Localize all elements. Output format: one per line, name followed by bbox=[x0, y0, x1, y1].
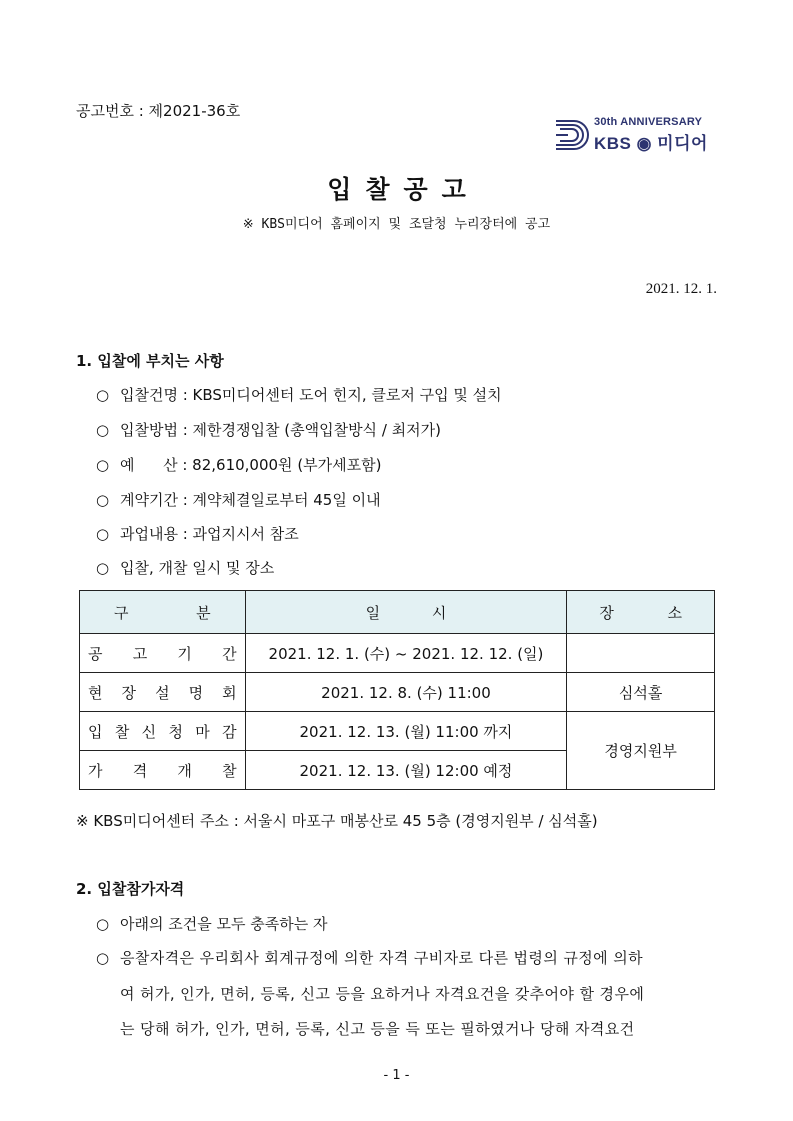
item-text: 응찰자격은 우리회사 회계규정에 의한 자격 구비자로 다른 법령의 규정에 의하 bbox=[120, 949, 643, 967]
cell-category bbox=[80, 751, 246, 790]
address-note: ※ KBS미디어센터 주소 : 서울시 마포구 매봉산로 45 5층 (경영지원부 / 심석홀) bbox=[76, 812, 598, 830]
logo-anniversary-text: 30th ANNIVERSARY bbox=[594, 116, 703, 128]
header-place bbox=[567, 591, 715, 634]
list-item bbox=[96, 454, 381, 475]
bullet-icon: ○ bbox=[96, 491, 110, 509]
item-text: 입찰방법 : 제한경쟁입찰 (총액입찰방식 / 최저가) bbox=[120, 421, 441, 439]
cell-place bbox=[567, 634, 715, 673]
cell-place: 심석홀 bbox=[567, 673, 715, 712]
page-number: - 1 - bbox=[383, 1068, 410, 1083]
item-text: 입찰건명 : KBS미디어센터 도어 힌지, 클로저 구입 및 설치 bbox=[120, 386, 502, 404]
bullet-icon: ○ bbox=[96, 386, 110, 404]
item-text: 입찰, 개찰 일시 및 장소 bbox=[120, 559, 275, 577]
paragraph-line: 는 당해 허가, 인가, 면허, 등록, 신고 등을 득 또는 필하였거나 당해 자격요건 bbox=[120, 1020, 635, 1038]
list-item bbox=[96, 419, 441, 440]
item-text: 아래의 조건을 모두 충족하는 자 bbox=[120, 915, 328, 933]
paragraph-line: 여 허가, 인가, 면허, 등록, 신고 등을 요하거나 자격요건을 갖추어야 할 경우에 bbox=[120, 985, 645, 1003]
cell-text: 입 찰 신 청 마 감 bbox=[88, 722, 237, 741]
bullet-icon: ○ bbox=[96, 559, 110, 577]
schedule-table bbox=[79, 590, 715, 790]
page-title: 입찰공고 bbox=[327, 175, 480, 204]
item-text: 예 산 : 82,610,000원 (부가세포함) bbox=[120, 456, 382, 474]
notice-date: 2021. 12. 1. bbox=[645, 281, 717, 297]
page-subtitle: ※ KBS미디어 홈페이지 및 조달청 누리장터에 공고 bbox=[242, 217, 551, 232]
30-anniversary-emblem-icon bbox=[554, 117, 592, 153]
cell-datetime: 2021. 12. 13. (월) 11:00 까지 bbox=[245, 712, 567, 751]
cell-text: 가 격 개 찰 bbox=[88, 761, 237, 780]
bullet-icon: ○ bbox=[96, 949, 110, 967]
list-item bbox=[96, 523, 299, 544]
notice-number: 공고번호 : 제2021-36호 bbox=[76, 102, 241, 120]
table-header-row bbox=[80, 591, 715, 634]
cell-datetime: 2021. 12. 1. (수) ~ 2021. 12. 12. (일) bbox=[245, 634, 567, 673]
list-item bbox=[96, 947, 643, 968]
header-category bbox=[80, 591, 246, 634]
header-datetime bbox=[245, 591, 567, 634]
list-item bbox=[96, 913, 327, 934]
list-item bbox=[96, 557, 274, 578]
kbs-media-logo bbox=[554, 113, 719, 155]
bullet-icon: ○ bbox=[96, 456, 110, 474]
table-row bbox=[80, 673, 715, 712]
cell-place: 경영지원부 bbox=[567, 712, 715, 790]
cell-text: 공 고 기 간 bbox=[88, 644, 237, 663]
cell-category bbox=[80, 712, 246, 751]
cell-text: 현 장 설 명 회 bbox=[88, 683, 237, 702]
list-item bbox=[96, 489, 381, 510]
header-text: 일 시 bbox=[365, 603, 447, 622]
logo-brand-text: KBS ◉ 미디어 bbox=[594, 134, 708, 153]
table-row bbox=[80, 634, 715, 673]
section-2-heading: 2. 입찰참가자격 bbox=[76, 880, 185, 898]
header-text: 구 분 bbox=[114, 603, 211, 622]
cell-datetime: 2021. 12. 8. (수) 11:00 bbox=[245, 673, 567, 712]
header-text: 장 소 bbox=[599, 603, 682, 622]
cell-category bbox=[80, 634, 246, 673]
table-row bbox=[80, 712, 715, 751]
bullet-icon: ○ bbox=[96, 421, 110, 439]
bullet-icon: ○ bbox=[96, 915, 110, 933]
cell-category bbox=[80, 673, 246, 712]
item-text: 계약기간 : 계약체결일로부터 45일 이내 bbox=[120, 491, 381, 509]
list-item bbox=[96, 384, 502, 405]
item-text: 과업내용 : 과업지시서 참조 bbox=[120, 525, 299, 543]
section-1-heading: 1. 입찰에 부치는 사항 bbox=[76, 352, 224, 370]
bullet-icon: ○ bbox=[96, 525, 110, 543]
cell-datetime: 2021. 12. 13. (월) 12:00 예정 bbox=[245, 751, 567, 790]
